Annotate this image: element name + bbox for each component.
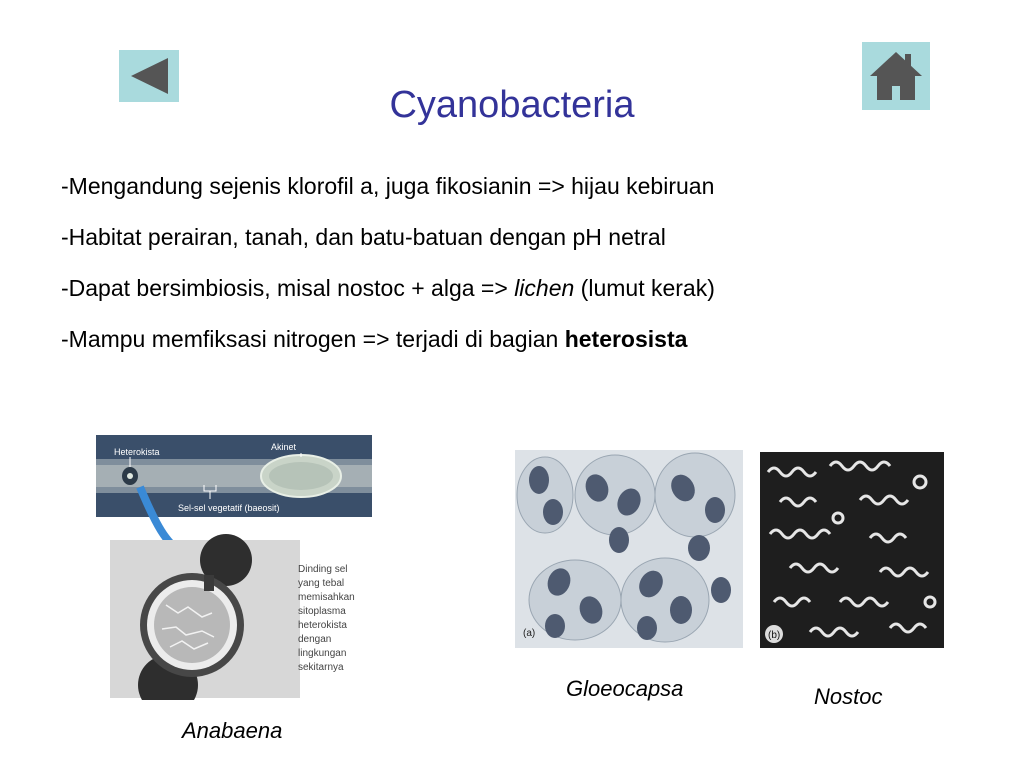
nostoc-figure: [760, 452, 944, 648]
emphasis-text: lichen: [514, 275, 575, 301]
panel-label-a: (a): [523, 628, 536, 639]
slide-title: Cyanobacteria: [389, 84, 635, 126]
gloeocapsa-micrograph: [515, 450, 743, 648]
bullet-item: -Mampu memfiksasi nitrogen => terjadi di bagian heterosista: [61, 326, 688, 352]
label-vegetatif: Sel-sel vegetatif (baeosit): [178, 503, 280, 513]
anabaena-description: Dinding sel yang tebal memisahkan sitoplasma heterokista dengan lingkungan sekitarnya: [298, 564, 355, 673]
bullet-item: -Dapat bersimbiosis, misal nostoc + alga => lichen (lumut kerak): [61, 275, 715, 301]
anabaena-diagram: [96, 435, 376, 700]
gloeocapsa-caption: Gloeocapsa: [566, 676, 684, 701]
label-heterokista: Heterokista: [114, 447, 160, 457]
label-akinet: Akinet: [271, 442, 297, 452]
bullet-item: -Mengandung sejenis klorofil a, juga fikosianin => hijau kebiruan: [61, 173, 715, 199]
panel-label-b: (b): [768, 630, 781, 641]
anabaena-caption: Anabaena: [182, 718, 283, 743]
gloeocapsa-figure: [515, 450, 743, 648]
anabaena-figure: [96, 435, 376, 700]
nostoc-micrograph: [760, 452, 944, 648]
nostoc-caption: Nostoc: [814, 684, 883, 709]
bullet-item: -Habitat perairan, tanah, dan batu-batuan dengan pH netral: [61, 224, 666, 250]
bold-text: heterosista: [564, 326, 688, 352]
bullet-list: [61, 170, 715, 374]
